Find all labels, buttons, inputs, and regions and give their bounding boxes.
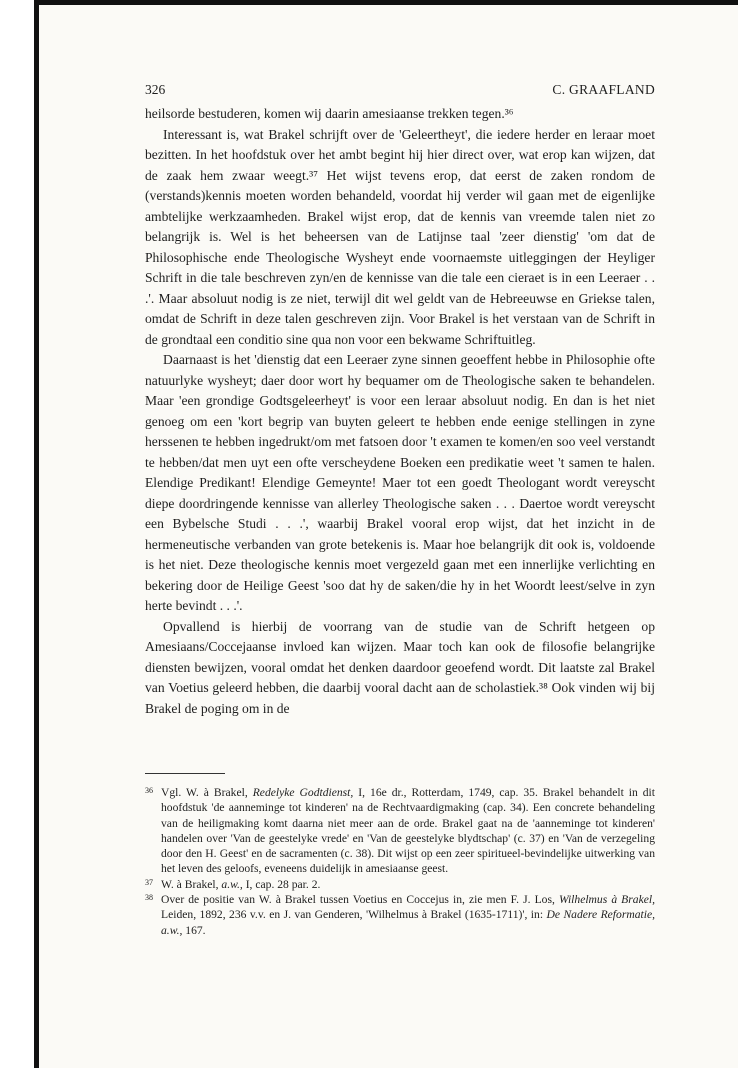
footnote-text: I, 16e dr., Rotterdam, 1749, cap. 35. Brakel behandelt in dit hoofdstuk 'de aanneminge tot kinderen' na de Rechtvaardigmaking (cap. 34). Een concrete behandeling van de heiligmaking komt daarna niet meer aan de orde. Brakel gaat na de 'aanneminge tot kinderen' handelen over 'Van de geestelyke vrede' en 'Van de geestelyke blydtschap' (c. 37) en 'Van de verzegeling door den H. Geest' en de sacramenten (c. 38). Dit wijst op een zeer spiritueel-bevindelijke uitwerking van het leven des geloofs, eveneens duidelijk in amesiaanse geest.: [161, 786, 655, 876]
paragraph-3: Daarnaast is het 'dienstig dat een Leeraer zyne sinnen geoeffent hebbe in Philosophie ofte natuurlyke wysheyt; daer door wort hy bequamer om de Theologische saken te behandelen. Maar 'een grondige Godtsgeleerheyt' is voor een leraar absoluut nodig. En dan is het niet genoeg om een 'kort begrip van buyten geleert te hebben ende eenige stellingen in zyne herssenen te hebben ingedrukt/om met fatsoen door 't examen te komen/en soo veel verstandt te hebben/dat men uyt een ofte verscheydene Boeken een predikatie weet 't samen te halen. Elendige Predikant! Elendige Gemeynte! Maer tot een goedt Theologant wordt vereyscht diepe doordringende kennisse van allerley Theologische saken . . . Daertoe wordt vereyscht een Bybelsche Studi . . .', waarbij Brakel vooral erop wijst, dat het inzicht in de hermeneutische verbanden van grote betekenis is. Maar hoe belangrijk dit ook is, voldoende is het niet. Deze theologische kennis moet vergezeld gaan met een innerlijke verlichting en bekering door de Heilige Geest 'soo dat hy de saken/die hy in het Woordt leest/selve in zyn herte bevindt . . .'.: [145, 352, 655, 613]
footnote-title: a.w.,: [221, 877, 243, 891]
running-head: [145, 82, 655, 100]
footnote-36: [145, 785, 655, 877]
paragraph-4: Opvallend is hierbij de voorrang van de studie van de Schrift hetgeen op Amesiaans/Coccejaanse invloed kan wijzen. Maar toch kan ook de filosofie belangrijke diensten bewijzen, vooral omdat het denken daardoor geoefend wordt. Dit laatste zal Brakel van Voetius geleerd hebben, die daarbij vooral dacht aan de scholastiek.³⁸ Ook vinden wij bij Brakel de poging om in de: [145, 618, 655, 716]
footnote-number: 37: [145, 877, 153, 887]
footnote-rule: [145, 773, 225, 774]
footnote-38: [145, 892, 655, 938]
paragraph-1: heilsorde bestuderen, komen wij daarin amesiaanse trekken tegen.³⁶: [145, 106, 514, 121]
footnote-37: [145, 877, 655, 892]
footnote-text: W. à Brakel,: [161, 877, 222, 891]
paragraph-2: Interessant is, wat Brakel schrijft over de 'Geleertheyt', die iedere herder en leraar moet bezitten. In het hoofdstuk over het ambt begint hij hier direct over, wat erop kan wijzen, dat de zaak hem zwaar weegt.³⁷ Het wijst tevens erop, dat eerst de zaken rondom de (verstands)kennis moeten worden behandeld, voordat hij verder wil gaan met de eigenlijke ambtelijke werkzaamheden. Brakel wijst erop, dat de kennis van vreemde talen niet zo belangrijk is. Wel is het beheersen van de Latijnse taal 'zeer dienstig' 'om dat de Philosophische ende Theologische Wysheyt ende voornaemste uitleggingen der Heyliger Schrift in die tale beschreven zyn/en de kennisse van die tale een cieraet is in een Leeraer . . .'. Maar absoluut nodig is ze niet, terwijl dit wel geldt van de Hebreeuwse en Griekse talen, omdat de Schrift in deze talen geschreven zijn. Voor Brakel is het verstaan van de Schrift in de grondtaal een conditio sine qua non voor een bekwame Schriftuitleg.: [145, 126, 655, 347]
body-text: [145, 104, 655, 719]
footnotes: [145, 785, 655, 938]
footnote-title: Redelyke Godtdienst,: [252, 786, 354, 799]
footnote-title: De Nadere Reformatie, a.w.,: [161, 908, 655, 937]
footnote-number: 38: [145, 893, 153, 903]
footnote-text: Over de positie van W. à Brakel tussen Voetius en Coccejus in, zie men F. J. Los,: [161, 893, 559, 907]
footnote-number: 36: [145, 786, 153, 795]
running-author: C. GRAAFLAND: [552, 82, 655, 97]
page-number: 326: [145, 82, 166, 97]
footnote-text: 167.: [182, 923, 206, 937]
footnote-text: Leiden, 1892, 236 v.v. en J. van Genderen, 'Wilhelmus à Brakel (1635-1711)', in:: [161, 908, 547, 922]
footnote-text: I, cap. 28 par. 2.: [242, 877, 321, 891]
footnote-title: Wilhelmus à Brakel,: [558, 893, 655, 907]
footnote-text: Vgl. W. à Brakel,: [161, 786, 253, 799]
